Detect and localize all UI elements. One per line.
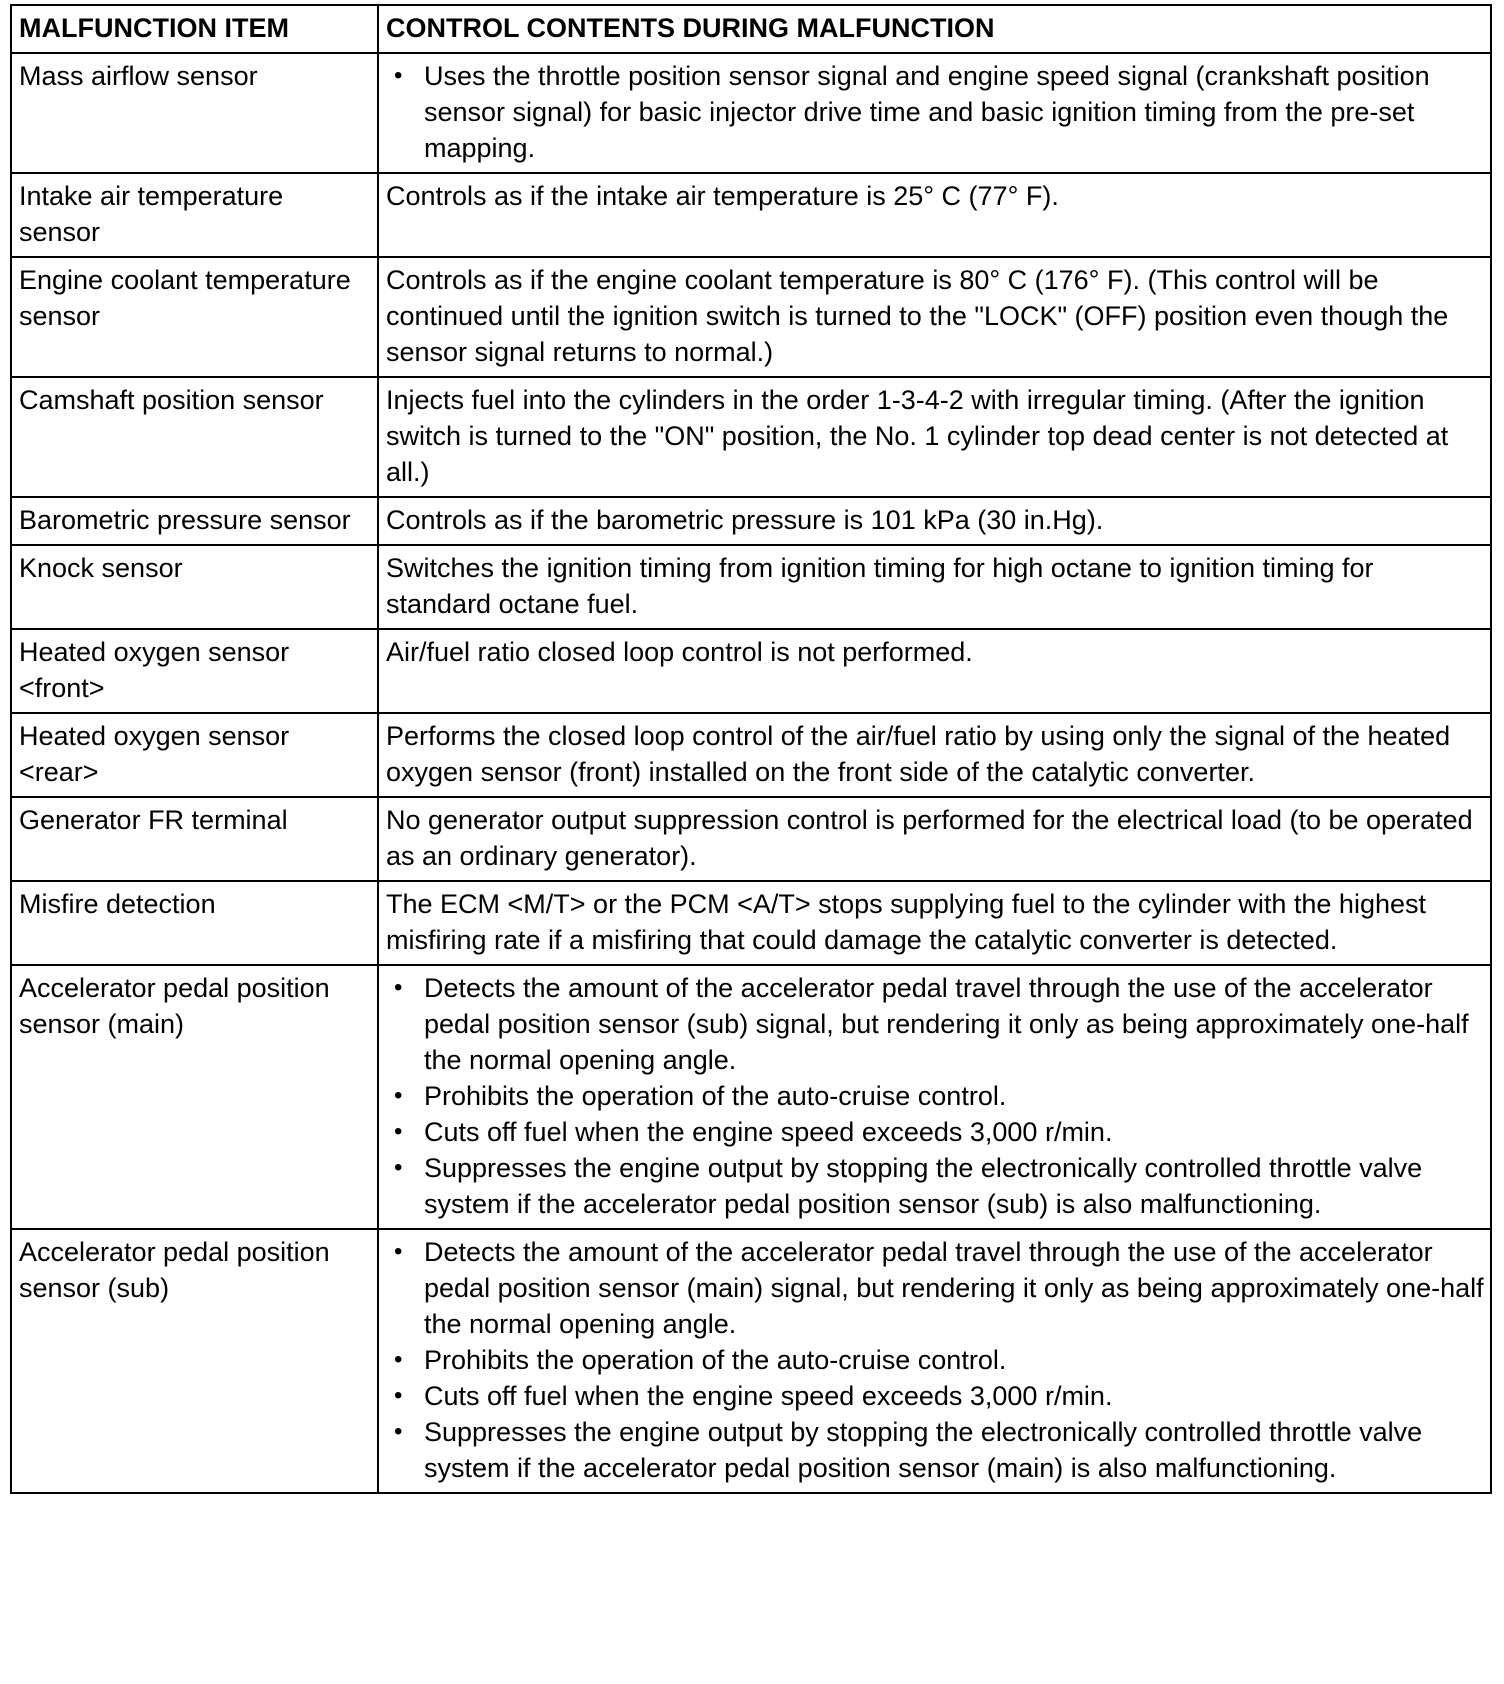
control-text: Air/fuel ratio closed loop control is not performed. [386,637,973,667]
table-row [11,881,1491,965]
control-contents-cell [378,53,1491,173]
control-text: Controls as if the intake air temperature is 25° C (77° F). [386,181,1059,211]
control-text: Injects fuel into the cylinders in the order 1-3-4-2 with irregular timing. (After the ignition switch is turned to the "ON" position, the No. 1 cylinder top dead center is not detected at all.) [386,385,1449,487]
table-row [11,257,1491,377]
control-contents-cell [378,881,1491,965]
malfunction-item-cell: Heated oxygen sensor <front> [11,629,378,713]
table-row [11,377,1491,497]
table-row [11,545,1491,629]
control-bullet-item: • Prohibits the operation of the auto-cruise control. [424,1078,1484,1114]
table-row [11,965,1491,1229]
table-row [11,713,1491,797]
control-bullet-item: • Cuts off fuel when the engine speed exceeds 3,000 r/min. [424,1114,1484,1150]
control-text: Performs the closed loop control of the air/fuel ratio by using only the signal of the heated oxygen sensor (front) installed on the front side of the catalytic converter. [386,721,1451,787]
malfunction-item-cell: Intake air temperature sensor [11,173,378,257]
control-bullet-item: • Cuts off fuel when the engine speed exceeds 3,000 r/min. [424,1378,1484,1414]
malfunction-item-cell: Mass airflow sensor [11,53,378,173]
malfunction-item-cell: Misfire detection [11,881,378,965]
table-row [11,797,1491,881]
control-text: Controls as if the engine coolant temperature is 80° C (176° F). (This control will be continued until the ignition switch is turned to the "LOCK" (OFF) position even though the sensor signal returns to normal.) [386,265,1449,367]
table-row [11,629,1491,713]
malfunction-item-cell: Accelerator pedal position sensor (main) [11,965,378,1229]
control-bullet-item: • Suppresses the engine output by stopping the electronically controlled throttle valve system if the accelerator pedal position sensor (sub) is also malfunctioning. [424,1150,1484,1222]
malfunction-item-cell: Heated oxygen sensor <rear> [11,713,378,797]
control-bullet-item: • Uses the throttle position sensor signal and engine speed signal (crankshaft position sensor signal) for basic injector drive time and basic ignition timing from the pre-set mapping. [424,58,1484,166]
column-header-control-contents: CONTROL CONTENTS DURING MALFUNCTION [378,5,1491,53]
table-row [11,173,1491,257]
column-header-malfunction-item: MALFUNCTION ITEM [11,5,378,53]
table-row [11,497,1491,545]
control-bullet-item: • Detects the amount of the accelerator pedal travel through the use of the accelerator pedal position sensor (main) signal, but rendering it only as being approximately one-half the normal opening angle. [424,1234,1484,1342]
control-bullet-list [386,970,1484,1222]
control-contents-cell [378,797,1491,881]
control-contents-cell [378,965,1491,1229]
control-bullet-item: • Suppresses the engine output by stopping the electronically controlled throttle valve system if the accelerator pedal position sensor (main) is also malfunctioning. [424,1414,1484,1486]
control-text: No generator output suppression control is performed for the electrical load (to be operated as an ordinary generator). [386,805,1473,871]
control-bullet-list [386,58,1484,166]
control-bullet-item: • Prohibits the operation of the auto-cruise control. [424,1342,1484,1378]
malfunction-item-cell: Generator FR terminal [11,797,378,881]
table-row [11,1229,1491,1493]
control-contents-cell [378,497,1491,545]
control-contents-cell [378,629,1491,713]
table-header [11,5,1491,53]
control-text: Controls as if the barometric pressure is 101 kPa (30 in.Hg). [386,505,1104,535]
control-contents-cell [378,257,1491,377]
table-row [11,53,1491,173]
control-contents-cell [378,173,1491,257]
control-bullet-list [386,1234,1484,1486]
malfunction-item-cell: Camshaft position sensor [11,377,378,497]
control-contents-cell [378,1229,1491,1493]
malfunction-item-cell: Barometric pressure sensor [11,497,378,545]
control-contents-cell [378,377,1491,497]
control-text: The ECM <M/T> or the PCM <A/T> stops supplying fuel to the cylinder with the highest misfiring rate if a misfiring that could damage the catalytic converter is detected. [386,889,1426,955]
malfunction-control-table [10,4,1492,1494]
malfunction-item-cell: Knock sensor [11,545,378,629]
malfunction-item-cell: Engine coolant temperature sensor [11,257,378,377]
control-bullet-item: • Detects the amount of the accelerator pedal travel through the use of the accelerator pedal position sensor (sub) signal, but rendering it only as being approximately one-half the normal opening angle. [424,970,1484,1078]
page [10,4,1490,1494]
table-body [11,53,1491,1493]
malfunction-item-cell: Accelerator pedal position sensor (sub) [11,1229,378,1493]
control-text: Switches the ignition timing from ignition timing for high octane to ignition timing for standard octane fuel. [386,553,1374,619]
control-contents-cell [378,545,1491,629]
control-contents-cell [378,713,1491,797]
header-row [11,5,1491,53]
